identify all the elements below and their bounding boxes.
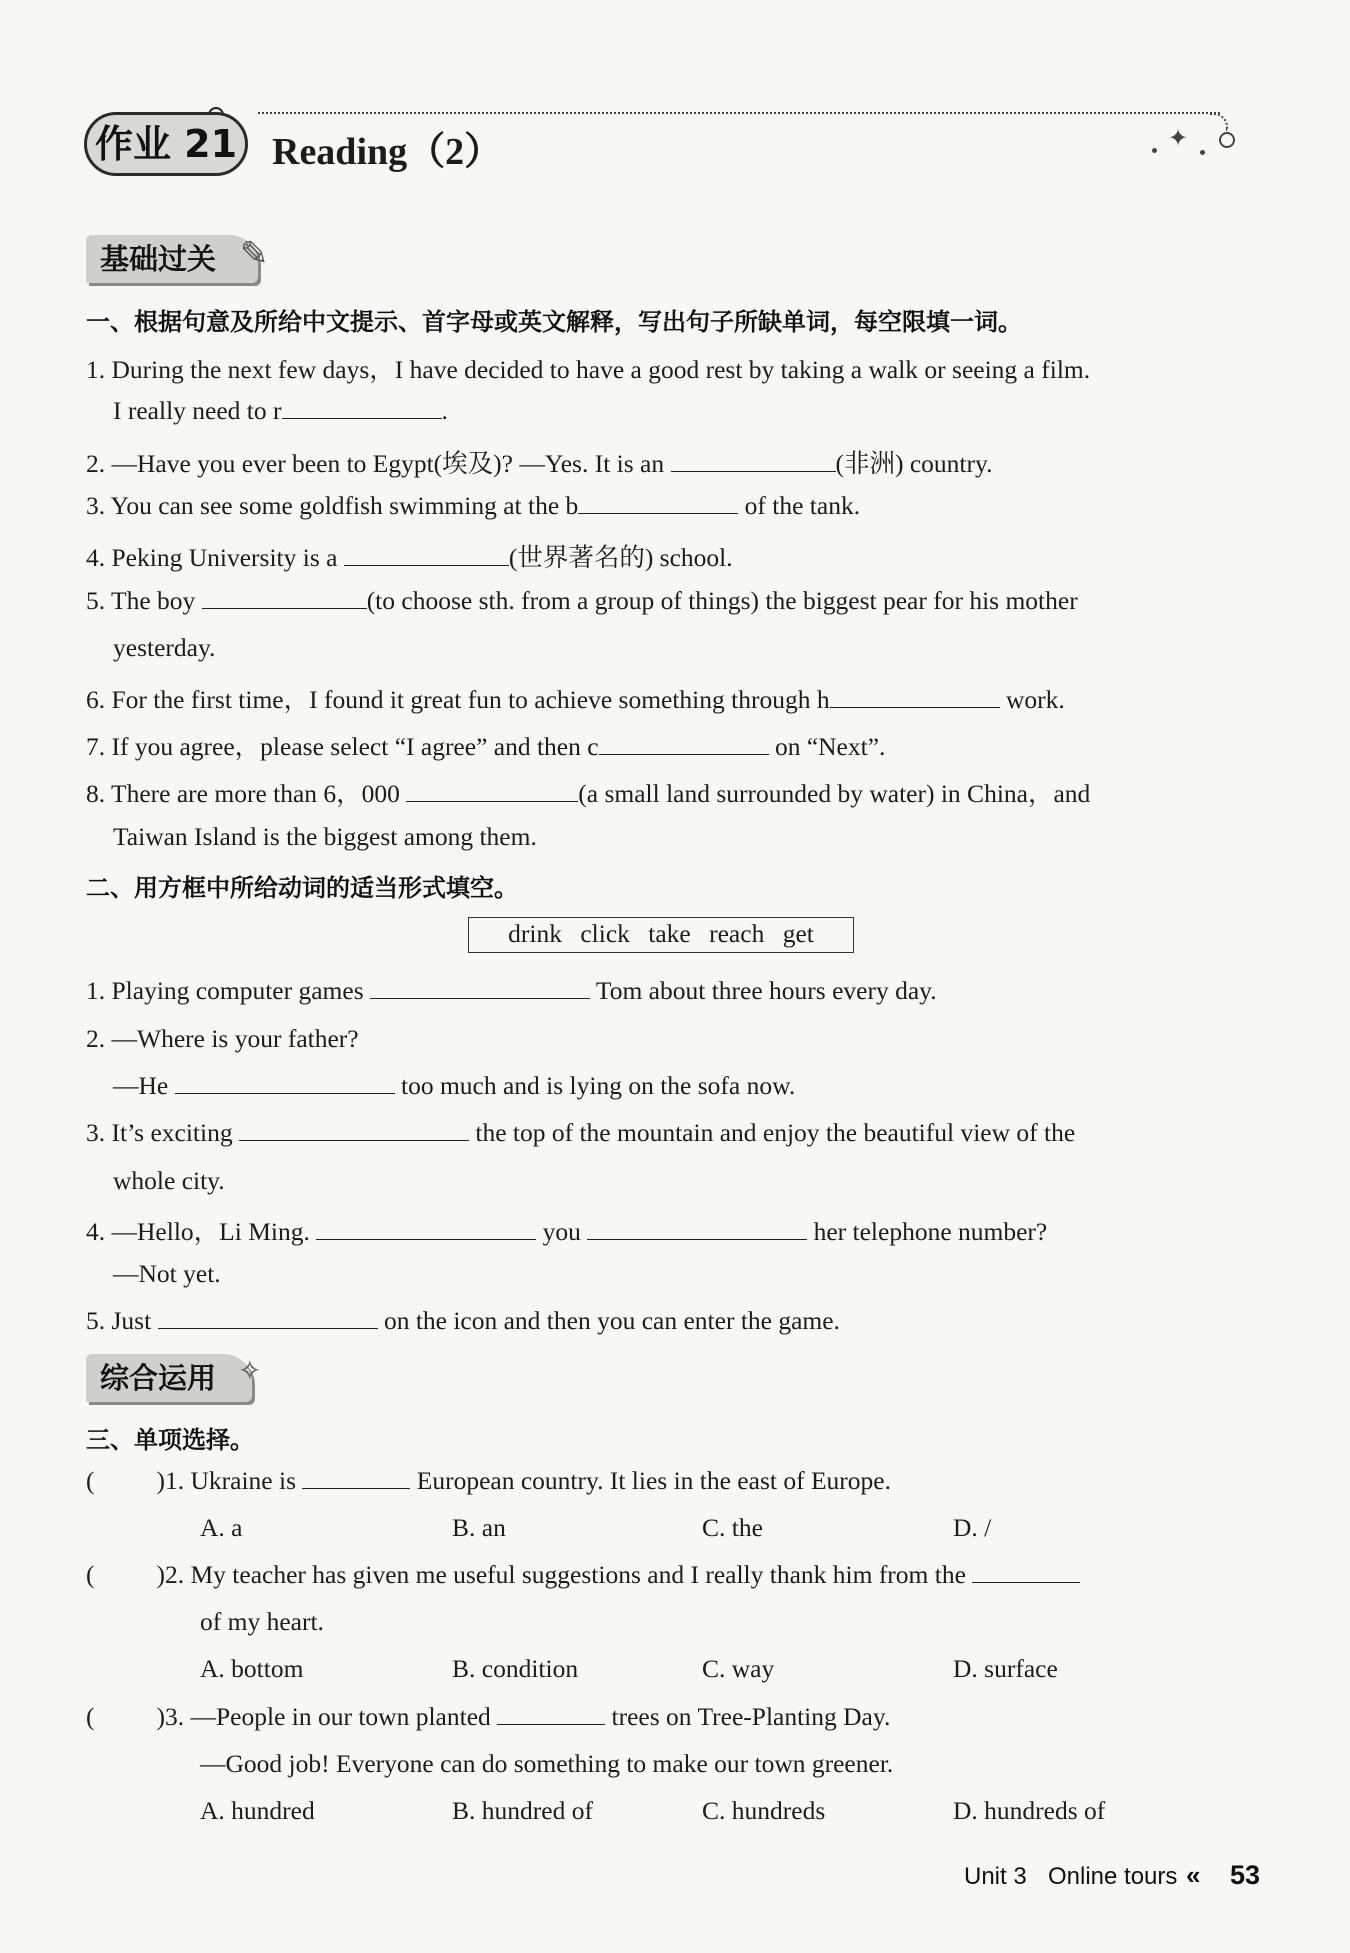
question-line: whole city. (113, 1166, 225, 1195)
answer-blank[interactable] (239, 1118, 469, 1141)
question-line: 2. —Where is your father? (86, 1024, 359, 1053)
answer-blank[interactable] (316, 1217, 536, 1240)
answer-blank[interactable] (406, 779, 578, 802)
question-line: of my heart. (200, 1607, 324, 1636)
section-tab-application: 综合运用 (86, 1354, 252, 1402)
option-a[interactable]: A. hundred (200, 1796, 315, 1825)
answer-blank[interactable] (830, 685, 1000, 708)
option-a[interactable]: A. bottom (200, 1654, 304, 1683)
section3-instruction: 三、单项选择。 (86, 1426, 254, 1454)
answer-blank[interactable] (202, 586, 367, 609)
option-b[interactable]: B. condition (452, 1654, 579, 1683)
option-c[interactable]: C. the (702, 1513, 763, 1542)
question-line: I really need to r . (113, 396, 448, 425)
header-dotted-curve (1210, 113, 1228, 131)
homework-badge: 作业 21 (84, 112, 248, 176)
question-line: 6. For the first time，I found it great fun to achieve something through h work. (86, 685, 1065, 714)
option-c[interactable]: C. way (702, 1654, 775, 1683)
option-d[interactable]: D. hundreds of (953, 1796, 1106, 1825)
answer-blank[interactable] (972, 1560, 1080, 1583)
question-line: 2. —Have you ever been to Egypt(埃及)? —Yes. It is an (非洲) country. (86, 449, 993, 478)
option-b[interactable]: B. an (452, 1513, 506, 1542)
question-line: yesterday. (113, 633, 216, 662)
question-line: 3. You can see some goldfish swimming at the b of the tank. (86, 491, 861, 520)
question-line: 1. Playing computer games Tom about three hours every day. (86, 976, 937, 1005)
answer-blank[interactable] (175, 1071, 395, 1094)
question-line: 5. Just on the icon and then you can enter the game. (86, 1306, 840, 1335)
answer-blank[interactable] (599, 732, 769, 755)
answer-blank[interactable] (158, 1306, 378, 1329)
answer-blank[interactable] (587, 1217, 807, 1240)
answer-blank[interactable] (282, 396, 442, 419)
question-line: 7. If you agree，please select “I agree” and then c on “Next”. (86, 732, 886, 761)
answer-blank[interactable] (671, 449, 836, 472)
section-tab-basics: 基础过关 (86, 235, 258, 283)
question-line: 4. —Hello，Li Ming. you her telephone number? (86, 1217, 1048, 1246)
question-line: 4. Peking University is a (世界著名的) school. (86, 543, 733, 572)
answer-blank[interactable] (370, 976, 590, 999)
question-line: 1. During the next few days，I have decided to have a good rest by taking a walk or seeing a film. (86, 355, 1091, 384)
option-c[interactable]: C. hundreds (702, 1796, 826, 1825)
question-line: —Good job! Everyone can do something to make our town greener. (200, 1749, 894, 1778)
option-b[interactable]: B. hundred of (452, 1796, 593, 1825)
question-line: 3. It’s exciting the top of the mountain and enjoy the beautiful view of the (86, 1118, 1076, 1147)
section1-instruction: 一、根据句意及所给中文提示、首字母或英文解释，写出句子所缺单词，每空限填一词。 (86, 308, 1022, 336)
question-line: —He too much and is lying on the sofa now. (113, 1071, 796, 1100)
circle-icon (1219, 132, 1235, 148)
footer-unit: Unit 3 (964, 1863, 1027, 1890)
answer-blank[interactable] (344, 543, 509, 566)
option-d[interactable]: D. / (953, 1513, 992, 1542)
sparkle-brush-icon: ✧ (238, 1354, 262, 1387)
word-box: drink click take reach get (468, 917, 854, 953)
answer-blank[interactable] (497, 1702, 605, 1725)
question-line: ( )3. —People in our town planted trees on Tree-Planting Day. (86, 1702, 891, 1731)
footer-topic: Online tours (1048, 1863, 1178, 1890)
question-line: 8. There are more than 6，000 (a small land surrounded by water) in China，and (86, 779, 1091, 808)
question-line: Taiwan Island is the biggest among them. (113, 822, 537, 851)
pencil-icon: ✎ (240, 234, 269, 274)
question-line: —Not yet. (113, 1259, 221, 1288)
answer-blank[interactable] (578, 491, 738, 514)
page-title: Reading（2） (272, 131, 503, 173)
page-number: 53 (1230, 1860, 1261, 1890)
chevron-left-icon: « (1186, 1860, 1201, 1890)
option-d[interactable]: D. surface (953, 1654, 1058, 1683)
header-dotted-line (258, 112, 1220, 114)
sparkle-dot-icon (1152, 148, 1157, 153)
question-line: ( )1. Ukraine is European country. It lies in the east of Europe. (86, 1466, 891, 1495)
section2-instruction: 二、用方框中所给动词的适当形式填空。 (86, 874, 518, 902)
answer-blank[interactable] (302, 1466, 410, 1489)
sparkle-icon: ✦ (1168, 124, 1189, 152)
sparkle-dot-icon (1200, 150, 1205, 155)
option-a[interactable]: A. a (200, 1513, 243, 1542)
question-line: 5. The boy (to choose sth. from a group of things) the biggest pear for his mother (86, 586, 1078, 615)
question-line: ( )2. My teacher has given me useful suggestions and I really thank him from the (86, 1560, 1080, 1590)
